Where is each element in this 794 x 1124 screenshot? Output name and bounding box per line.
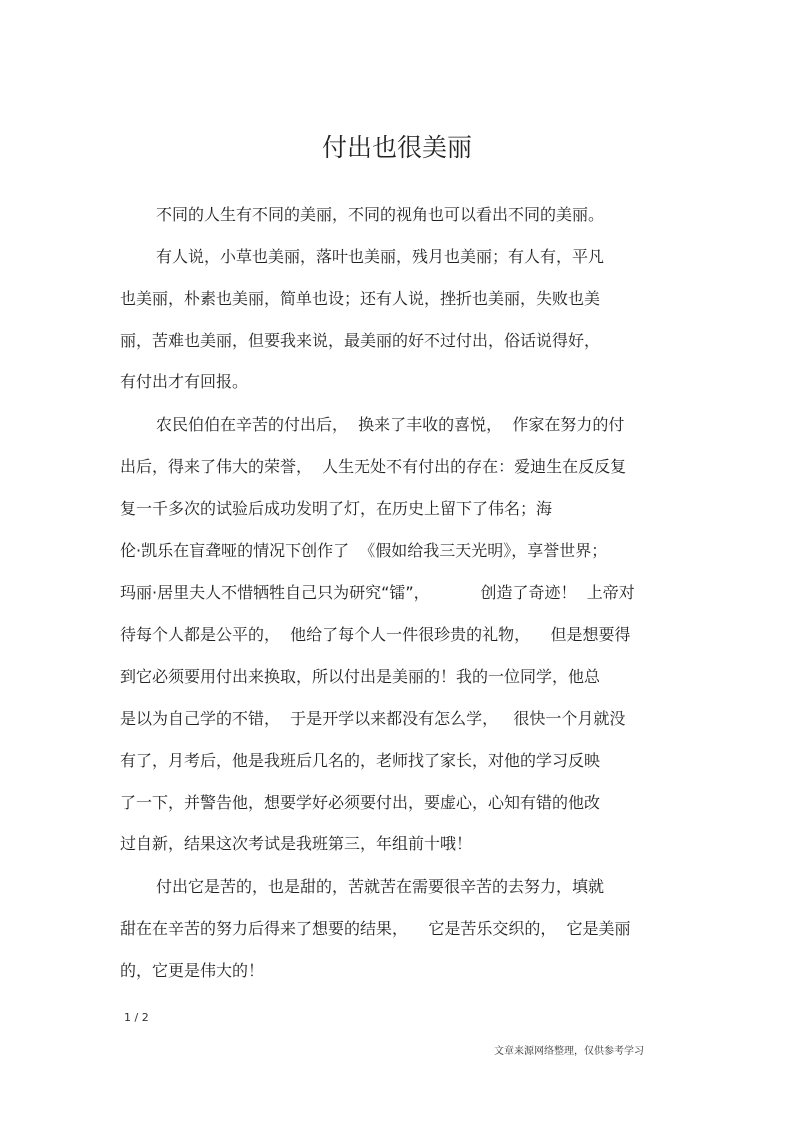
paragraph-line: 付出它是苦的，也是甜的，苦就苦在需要很辛苦的去努力，填就 [156,877,605,896]
paragraph-line: 玛丽·居里夫人不惜牺牲自己只为研究“镭”， 创造了奇迹！ 上帝对 [120,583,635,602]
paragraph-line: 不同的人生有不同的美丽，不同的视角也可以看出不同的美丽。 [156,205,605,224]
paragraph-line: 到它必须要用付出来换取，所以付出是美丽的！我的一位同学，他总 [120,667,601,686]
paragraph-line: 农民伯伯在辛苦的付出后， 换来了丰收的喜悦， 作家在努力的付 [156,415,625,434]
paragraph-line: 有了，月考后，他是我班后几名的，老师找了家长，对他的学习反映 [120,751,601,770]
paragraph-line: 出后，得来了伟大的荣誉， 人生无处不有付出的存在：爱迪生在反反复 [120,457,627,476]
paragraph-line: 也美丽，朴素也美丽，简单也设；还有人说，挫折也美丽，失败也美 [120,289,601,308]
paragraph-line: 复一千多次的试验后成功发明了灯，在历史上留下了伟名；海 [120,499,553,518]
paragraph-line: 了一下，并警告他，想要学好必须要付出，要虚心，心知有错的他改 [120,793,601,812]
paragraph-line: 丽，苦难也美丽，但要我来说，最美丽的好不过付出，俗话说得好， [120,331,601,350]
paragraph-line: 甜在在辛苦的努力后得来了想要的结果， 它是苦乐交织的， 它是美丽 [120,919,631,938]
paragraph-line: 的，它更是伟大的！ [120,961,265,980]
paragraph-line: 有人说，小草也美丽，落叶也美丽，残月也美丽；有人有，平凡 [156,247,605,266]
paragraph-line: 伦·凯乐在盲聋哑的情况下创作了 《假如给我三天光明》，享誉世界； [120,541,608,560]
page-number: 1 / 2 [124,1011,149,1024]
paragraph-line: 过自新，结果这次考试是我班第三，年组前十哦！ [120,834,473,853]
paragraph-line: 待每个人都是公平的， 他给了每个人一件很珍贵的礼物， 但是想要得 [120,625,631,644]
footer-note: 文章来源网络整理，仅供参考学习 [494,1046,644,1057]
paragraph-line: 有付出才有回报。 [120,372,249,391]
paragraph-line: 是以为自己学的不错， 于是开学以来都没有怎么学， 很快一个月就没 [120,709,626,728]
page-title: 付出也很美丽 [321,133,472,162]
